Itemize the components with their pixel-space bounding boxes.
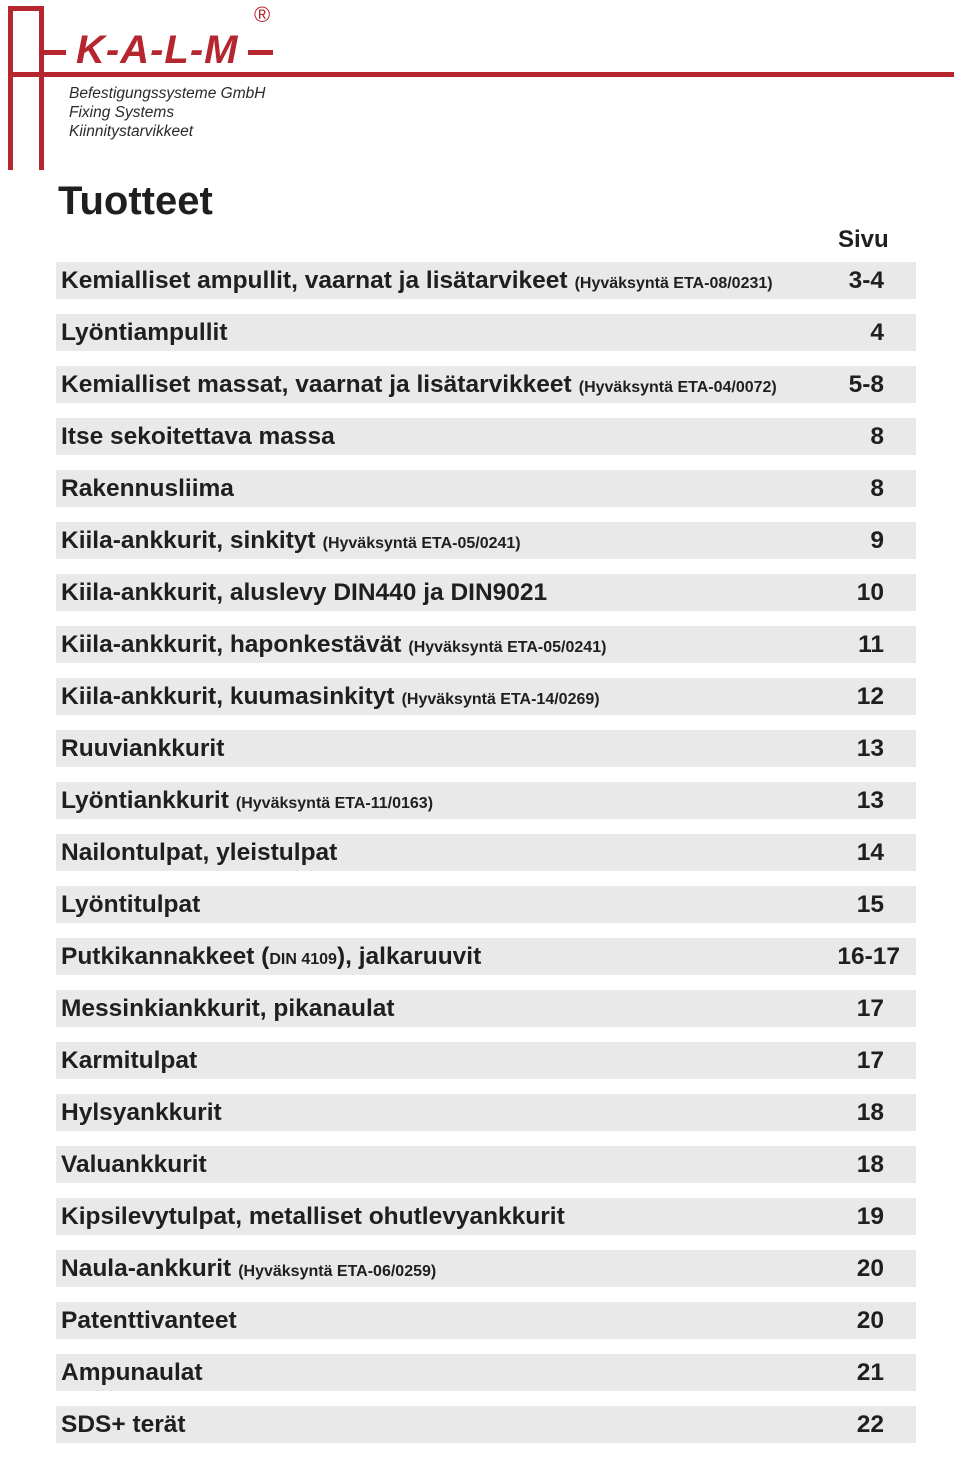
toc-entry-title xyxy=(61,1406,186,1443)
toc-row[interactable] xyxy=(56,470,916,507)
toc-title-text: Messinkiankkurit, pikanaulat xyxy=(61,995,395,1022)
toc-approval-note: (Hyväksyntä ETA-04/0072) xyxy=(578,379,777,396)
toc-approval-note: (Hyväksyntä ETA-06/0259) xyxy=(238,1263,437,1280)
toc-title-text: SDS+ terät xyxy=(61,1411,186,1438)
toc-title-text: Kiila-ankkurit, haponkestävät xyxy=(61,631,402,658)
toc-title-text: Lyöntiankkurit xyxy=(61,787,229,814)
toc-title-text: Putkikannakkeet ( xyxy=(61,943,270,970)
toc-entry-title xyxy=(61,1146,207,1183)
toc-entry-title xyxy=(61,418,335,455)
toc-entry-title xyxy=(61,1354,203,1391)
brand-name: K-A-L-M xyxy=(76,28,239,72)
table-of-contents xyxy=(56,262,916,1458)
toc-title-text: ), jalkaruuvit xyxy=(336,943,482,970)
toc-page-number: 20 xyxy=(856,1307,884,1334)
toc-title-text: Kemialliset ampullit, vaarnat ja lisätarvikeet xyxy=(61,267,568,294)
toc-row[interactable] xyxy=(56,834,916,871)
toc-row[interactable] xyxy=(56,1094,916,1131)
logo-cross-line-left xyxy=(8,72,44,77)
toc-approval-note: (Hyväksyntä ETA-11/0163) xyxy=(235,795,434,812)
toc-page-number: 15 xyxy=(856,891,884,918)
logo-vertical-line-left xyxy=(8,6,13,170)
toc-entry-title xyxy=(61,574,547,611)
toc-title-text: Lyöntitulpat xyxy=(61,891,201,918)
toc-approval-note: (Hyväksyntä ETA-05/0241) xyxy=(408,639,607,656)
toc-row[interactable] xyxy=(56,990,916,1027)
toc-row[interactable] xyxy=(56,1042,916,1079)
toc-title-text: Patenttivanteet xyxy=(61,1307,237,1334)
toc-entry-title xyxy=(61,730,224,767)
toc-page-number: 19 xyxy=(856,1203,884,1230)
toc-row[interactable] xyxy=(56,730,916,767)
toc-row[interactable] xyxy=(56,886,916,923)
toc-page-number: 17 xyxy=(856,995,884,1022)
toc-row[interactable] xyxy=(56,678,916,715)
logo-brand-dash-left xyxy=(44,50,66,55)
toc-page-number: 5-8 xyxy=(848,371,884,398)
toc-page-number: 21 xyxy=(856,1359,884,1386)
toc-entry-title xyxy=(61,1302,237,1339)
toc-title-text: Kiila-ankkurit, sinkityt xyxy=(61,527,316,554)
toc-entry-title xyxy=(61,678,600,715)
toc-page-number: 16-17 xyxy=(837,943,900,970)
tagline-german: Befestigungssysteme GmbH xyxy=(69,85,266,102)
toc-title-text: Nailontulpat, yleistulpat xyxy=(61,839,338,866)
toc-entry-title xyxy=(61,470,234,507)
logo-vertical-line-inner xyxy=(39,6,44,170)
toc-entry-title xyxy=(61,262,773,299)
toc-row[interactable] xyxy=(56,1302,916,1339)
toc-page-number: 13 xyxy=(856,735,884,762)
toc-row[interactable] xyxy=(56,314,916,351)
toc-page-number: 10 xyxy=(856,579,884,606)
toc-page-number: 14 xyxy=(856,839,884,866)
toc-row[interactable] xyxy=(56,522,916,559)
toc-row[interactable] xyxy=(56,1406,916,1443)
toc-title-standard-ref: DIN 4109 xyxy=(269,951,337,968)
toc-title-text: Kemialliset massat, vaarnat ja lisätarvikkeet xyxy=(61,371,572,398)
toc-row[interactable] xyxy=(56,1250,916,1287)
toc-entry-title xyxy=(61,314,228,351)
toc-page-number: 18 xyxy=(856,1151,884,1178)
toc-page-number: 8 xyxy=(870,423,884,450)
toc-entry-title xyxy=(61,1250,436,1287)
toc-entry-title xyxy=(61,938,481,975)
toc-page-number: 3-4 xyxy=(848,267,884,294)
tagline-finnish: Kiinnitystarvikkeet xyxy=(69,123,194,140)
toc-title-text: Kiila-ankkurit, aluslevy DIN440 ja DIN9021 xyxy=(61,579,548,606)
toc-page-number: 20 xyxy=(856,1255,884,1282)
toc-row[interactable] xyxy=(56,1198,916,1235)
toc-entry-title xyxy=(61,1094,222,1131)
toc-row[interactable] xyxy=(56,938,916,975)
toc-page-number: 12 xyxy=(856,683,884,710)
toc-page-number: 8 xyxy=(870,475,884,502)
toc-page-number: 4 xyxy=(870,319,884,346)
toc-title-text: Ruuviankkurit xyxy=(61,735,225,762)
logo-block xyxy=(0,0,960,175)
toc-row[interactable] xyxy=(56,626,916,663)
toc-title-text: Ampunaulat xyxy=(61,1359,203,1386)
toc-page-number: 9 xyxy=(870,527,884,554)
toc-title-text: Kipsilevytulpat, metalliset ohutlevyankkurit xyxy=(61,1203,565,1230)
toc-entry-title xyxy=(61,366,777,403)
toc-row[interactable] xyxy=(56,1146,916,1183)
toc-entry-title xyxy=(61,990,395,1027)
toc-row[interactable] xyxy=(56,574,916,611)
toc-row[interactable] xyxy=(56,782,916,819)
toc-entry-title xyxy=(61,522,521,559)
toc-entry-title xyxy=(61,782,433,819)
toc-approval-note: (Hyväksyntä ETA-05/0241) xyxy=(322,535,521,552)
toc-row[interactable] xyxy=(56,1354,916,1391)
toc-title-text: Karmitulpat xyxy=(61,1047,198,1074)
page-column-header: Sivu xyxy=(838,226,889,253)
registered-mark: ® xyxy=(254,2,271,27)
toc-entry-title xyxy=(61,1198,565,1235)
toc-entry-title xyxy=(61,626,606,663)
toc-title-text: Valuankkurit xyxy=(61,1151,207,1178)
toc-row[interactable] xyxy=(56,418,916,455)
toc-approval-note: (Hyväksyntä ETA-14/0269) xyxy=(401,691,600,708)
logo-brand-dash-right xyxy=(248,50,273,55)
toc-title-text: Kiila-ankkurit, kuumasinkityt xyxy=(61,683,395,710)
toc-entry-title xyxy=(61,886,200,923)
toc-page-number: 22 xyxy=(856,1411,884,1438)
toc-page-number: 13 xyxy=(856,787,884,814)
logo-top-line xyxy=(8,6,44,11)
toc-title-text: Naula-ankkurit xyxy=(61,1255,232,1282)
toc-entry-title xyxy=(61,1042,197,1079)
toc-page-number: 17 xyxy=(856,1047,884,1074)
tagline-english: Fixing Systems xyxy=(69,104,175,121)
toc-page-number: 18 xyxy=(856,1099,884,1126)
toc-approval-note: (Hyväksyntä ETA-08/0231) xyxy=(574,275,773,292)
toc-title-text: Rakennusliima xyxy=(61,475,234,502)
toc-row[interactable] xyxy=(56,366,916,403)
toc-page-number: 11 xyxy=(858,631,884,658)
toc-title-text: Lyöntiampullit xyxy=(61,319,228,346)
toc-title-text: Itse sekoitettava massa xyxy=(61,423,335,450)
toc-row[interactable] xyxy=(56,262,916,299)
toc-title-text: Hylsyankkurit xyxy=(61,1099,222,1126)
page-title: Tuotteet xyxy=(58,179,213,223)
toc-entry-title xyxy=(61,834,337,871)
